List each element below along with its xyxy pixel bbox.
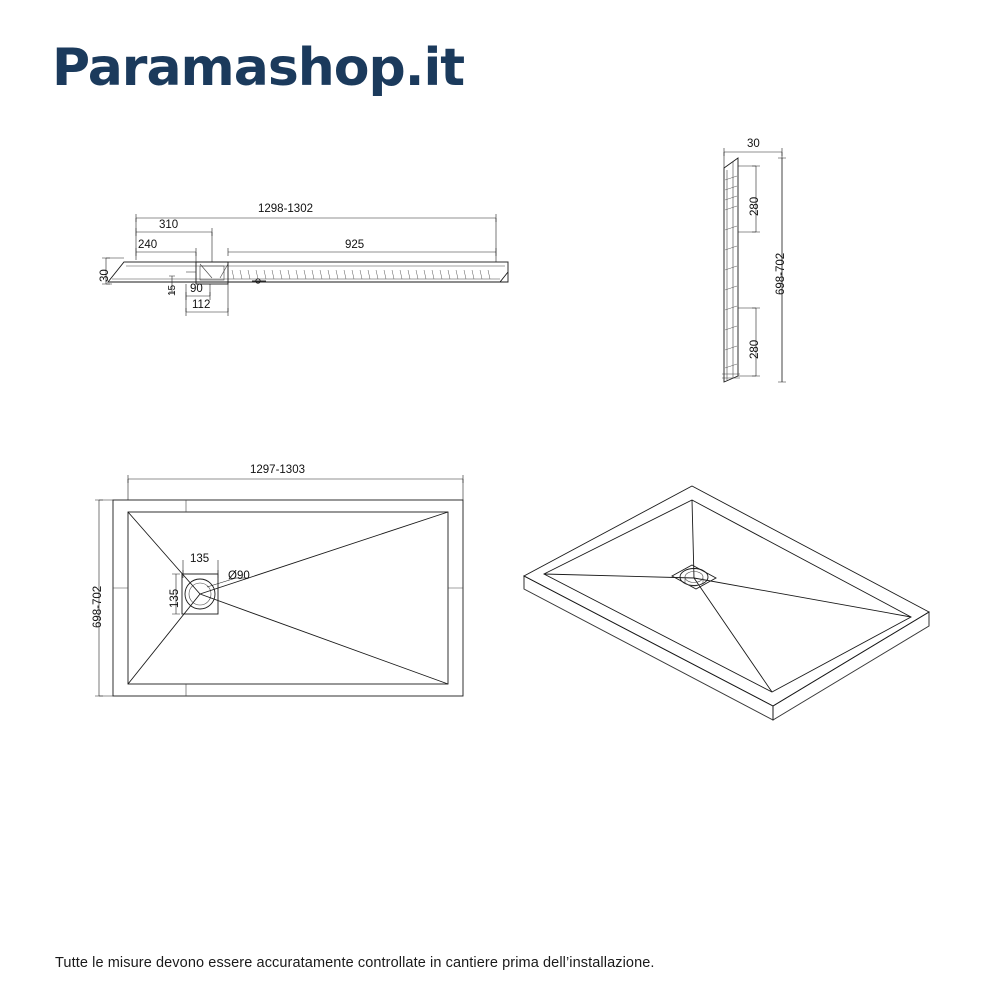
isometric-view	[524, 486, 929, 720]
dim-drain-90: 90	[190, 283, 203, 295]
dim-side-thickness-30: 30	[747, 138, 760, 150]
footer-note: Tutte le misure devono essere accuratamente controllate in cantiere prima dell’installazione.	[55, 955, 655, 971]
dim-overall-length: 1298-1302	[258, 203, 313, 215]
dim-thickness-30: 30	[99, 269, 111, 282]
dim-side-lower-280: 280	[749, 339, 761, 359]
dim-drain-offset-310: 310	[159, 219, 179, 231]
dim-right-run-925: 925	[345, 239, 365, 251]
dim-plan-length: 1297-1303	[250, 464, 305, 476]
dim-drop-15: 15	[167, 284, 178, 296]
dim-drain-112: 112	[192, 299, 211, 311]
brand-logo: Paramashop.it	[52, 38, 465, 98]
dim-drain-offset-240: 240	[138, 239, 158, 251]
dim-drain-center-y: 135	[169, 588, 181, 608]
dim-drain-diameter: Ø90	[228, 570, 250, 582]
dim-drain-center-x: 135	[190, 553, 210, 565]
dim-side-width: 698-702	[775, 252, 787, 295]
dim-plan-width: 698-702	[92, 585, 104, 628]
top-plan-view	[95, 475, 463, 696]
dim-side-upper-280: 280	[749, 196, 761, 216]
